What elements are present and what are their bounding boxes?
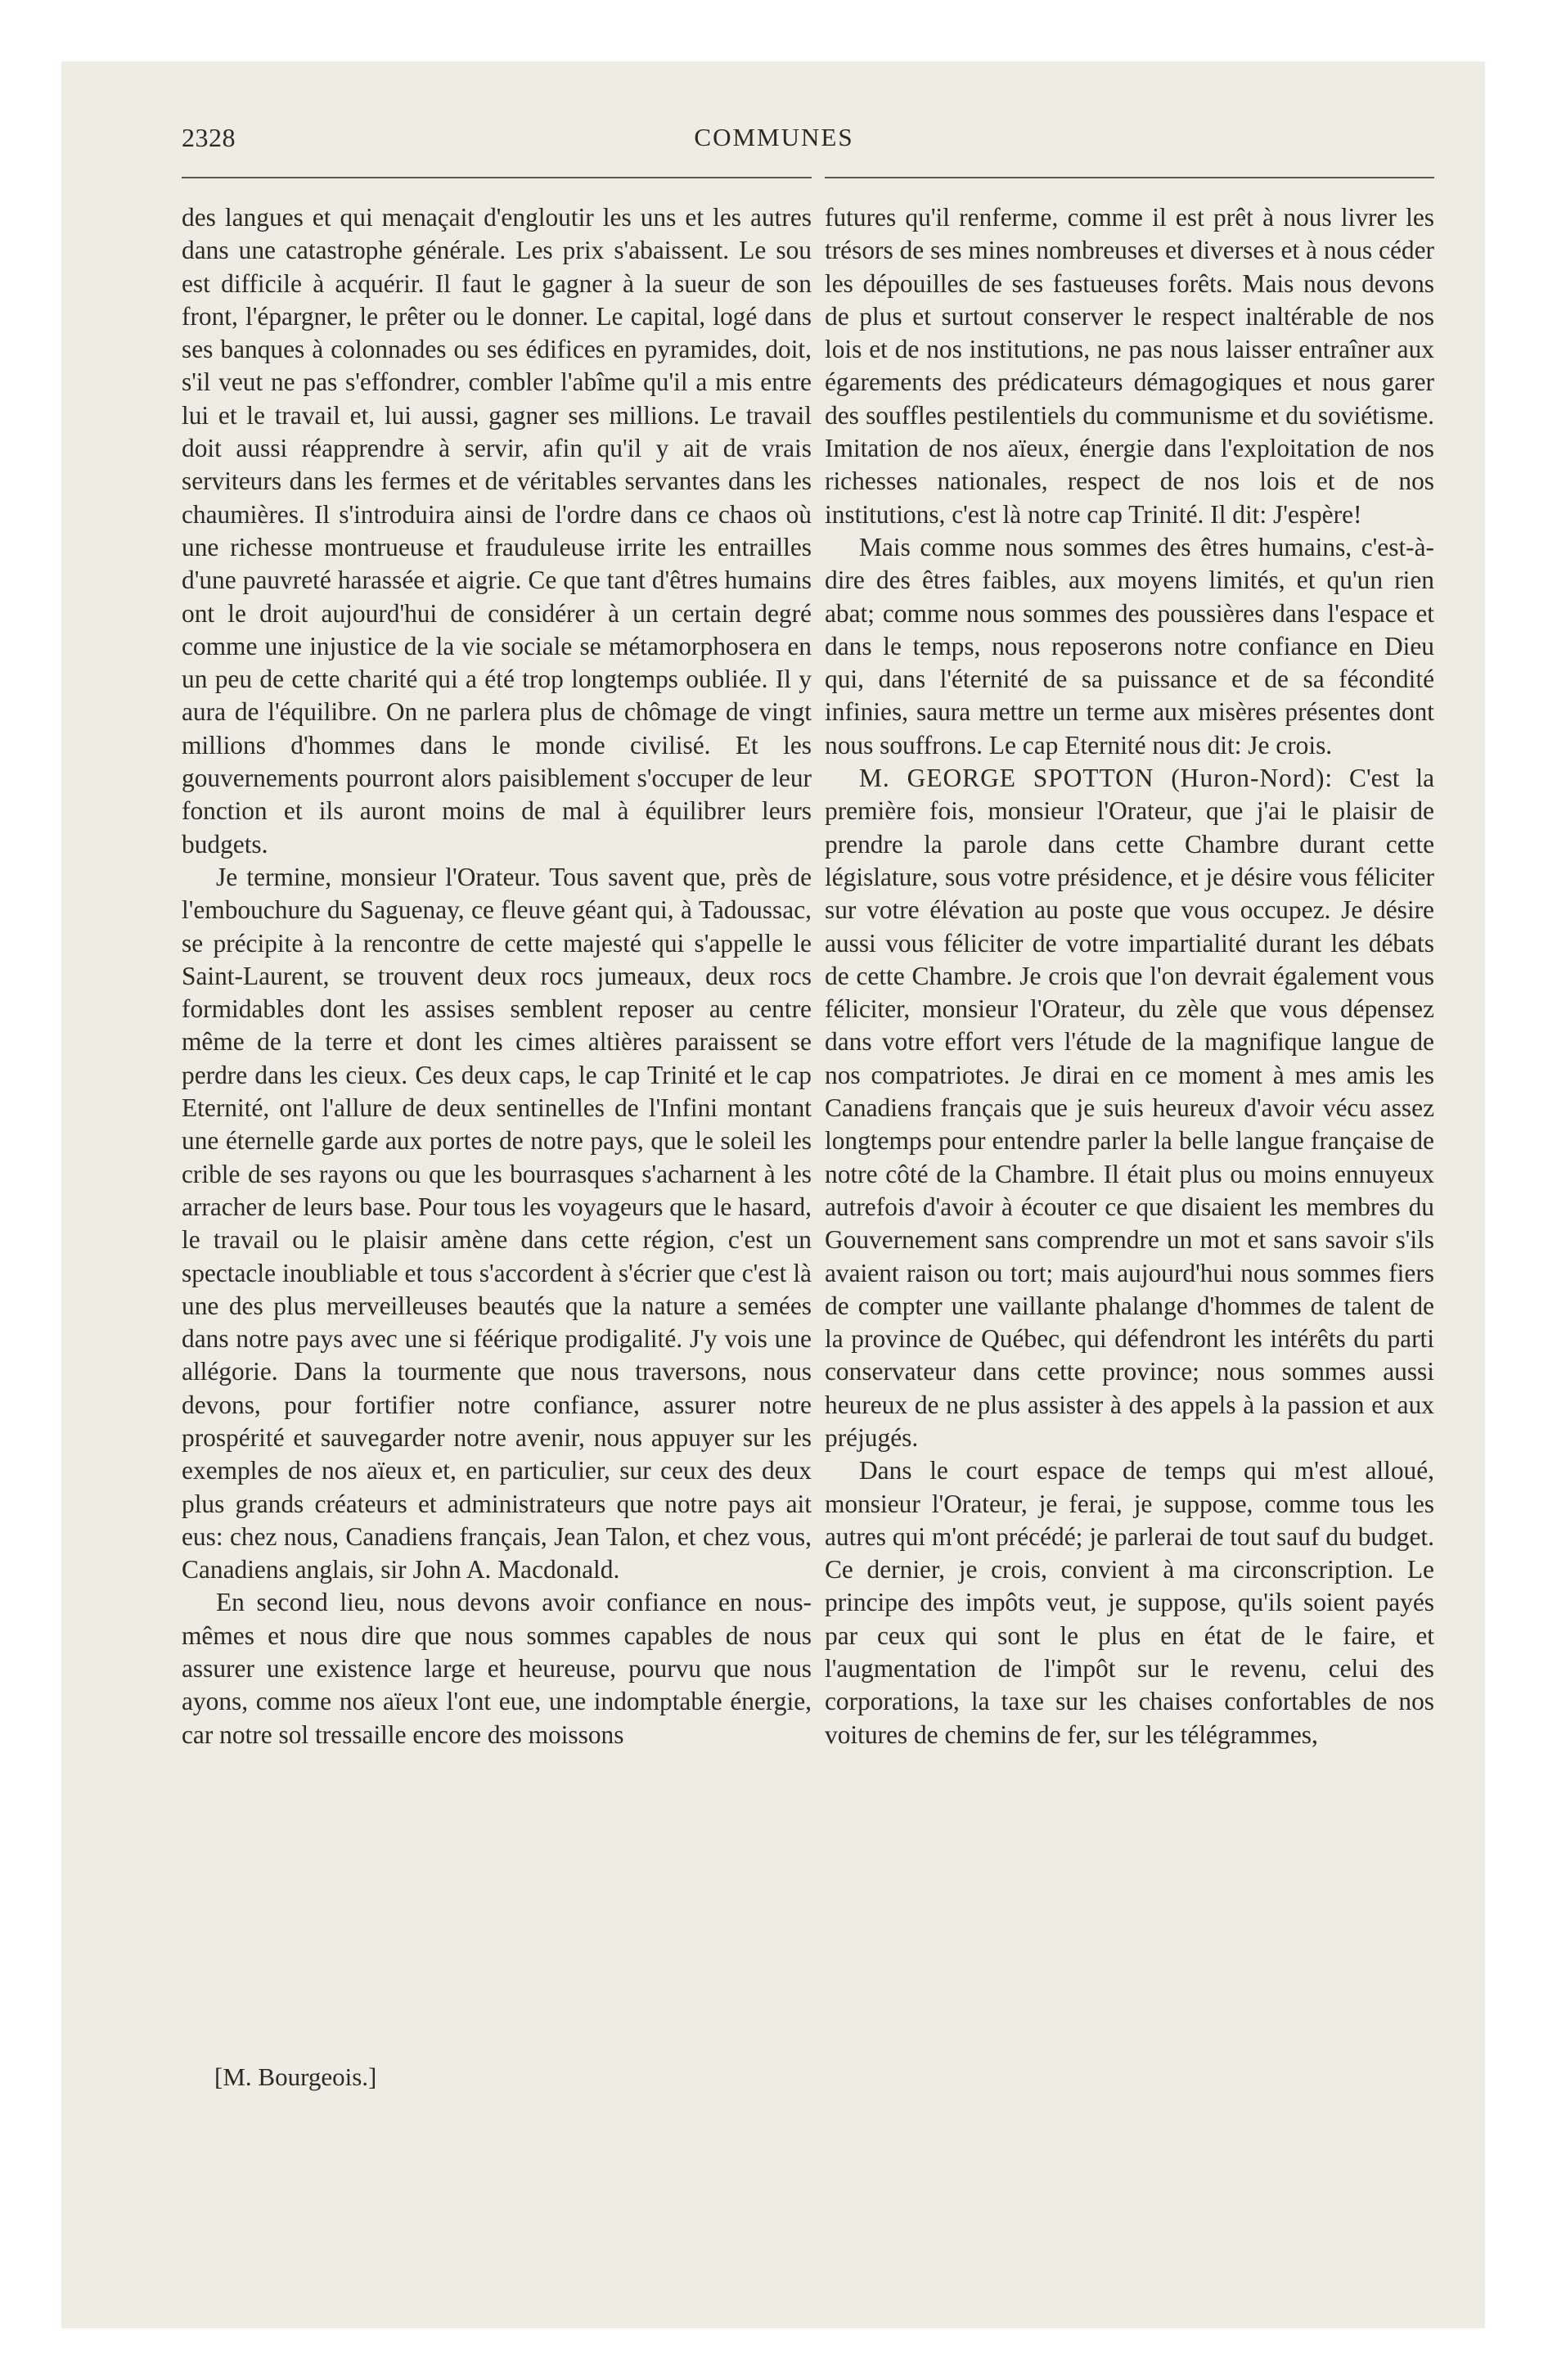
footer-speaker-reference: [M. Bourgeois.] [214,2062,377,2091]
left-paragraph-3: En second lieu, nous devons avoir confiance en nous-mêmes et nous dire que nous sommes capables de nous assurer une existence large et heureuse, pourvu que nous ayons, comme nos aïeux l'ont eue, une indomptable énergie, car notre sol tressaille encore des moissons [182,1588,812,1749]
left-paragraph-2: Je termine, monsieur l'Orateur. Tous savent que, près de l'embouchure du Saguenay, ce fleuve géant qui, à Tadoussac, se précipite à la rencontre de cette majesté qui s'appelle le Saint-Laurent, se trouvent deux rocs jumeaux, deux rocs formidables dont les assises semblent reposer au centre même de la terre et dont les cimes altières paraissent se perdre dans les cieux. Ces deux caps, le cap Trinité et le cap Eternité, ont l'allure de deux sentinelles de l'Infini montant une éternelle garde aux portes de notre pays, que le soleil les crible de ses rayons ou que les bourrasques s'acharnent à les arracher de leurs base. Pour tous les voyageurs que le hasard, le travail ou le plaisir amène dans cette région, c'est un spectacle inoubliable et tous s'accordent à s'écrier que c'est là une des plus merveilleuses beautés que la nature a semées dans notre pays avec une si féérique prodigalité. J'y vois une allégorie. Dans la tourmente que nous traversons, nous devons, pour fortifier notre confiance, assurer notre prospérité et sauvegarder notre avenir, nous appuyer sur les exemples de nos aïeux et, en particulier, sur ceux des deux plus grands créateurs et administrateurs que notre pays ait eus: chez nous, Canadiens français, Jean Talon, et chez vous, Canadiens anglais, sir John A. Macdonald. [182,862,812,1584]
header-rule-left [182,177,812,178]
left-column [182,201,812,1751]
right-paragraph-3 [825,762,1434,1454]
right-column [825,201,1434,1751]
running-title: COMMUNES [694,123,854,151]
speaker-name: M. GEORGE SPOTTON (Huron-Nord): [859,764,1334,793]
right-paragraph-2: Mais comme nous sommes des êtres humains, c'est-à-dire des êtres faibles, aux moyens limités, et qu'un rien abat; comme nous sommes des poussières dans l'espace et dans le temps, nous reposerons notre confiance en Dieu qui, dans l'éternité de sa puissance et de sa fécondité infinies, saura mettre un terme aux misères présentes dont nous souffrons. Le cap Eternité nous dit: Je crois. [825,532,1434,760]
right-paragraph-1: futures qu'il renferme, comme il est prêt à nous livrer les trésors de ses mines nombreuses et diverses et à nous céder les dépouilles de ses fastueuses forêts. Mais nous devons de plus et surtout conserver le respect inaltérable de nos lois et de nos institutions, ne pas nous laisser entraîner aux égarements des prédicateurs démagogiques et nous garer des souffles pestilentiels du communisme et du soviétisme. Imitation de nos aïeux, énergie dans l'exploitation de nos richesses nationales, respect de nos lois et de nos institutions, c'est là notre cap Trinité. Il dit: J'espère! [825,203,1434,529]
page-number: 2328 [182,123,236,152]
speech-opening: C'est la première fois, monsieur l'Orateur, que j'ai le plaisir de prendre la parole dans cette Chambre durant cette législature, sous votre présidence, et je désire vous féliciter sur votre élévation au poste que vous occupez. Je désire aussi vous féliciter de votre impartialité durant les débats de cette Chambre. Je crois que l'on devrait également vous féliciter, monsieur l'Orateur, du zèle que vous dépensez dans votre effort vers l'étude de la magnifique langue de nos compatriotes. Je dirai en ce moment à mes amis les Canadiens français que je suis heureux d'avoir vécu assez longtemps pour entendre parler la belle langue française de notre côté de la Chambre. Il était plus ou moins ennuyeux autrefois d'avoir à écouter ce que disaient les membres du Gouvernement sans comprendre un mot et sans savoir s'ils avaient raison ou tort; mais aujourd'hui nous sommes fiers de compter une vaillante phalange d'hommes de talent de la province de Québec, qui défendront les intérêts du parti conservateur dans cette province; nous sommes aussi heureux de ne plus assister à des appels à la passion et aux préjugés. [825,764,1435,1452]
left-paragraph-1: des langues et qui menaçait d'engloutir les uns et les autres dans une catastrophe générale. Les prix s'abaissent. Le sou est difficile à acquérir. Il faut le gagner à la sueur de son front, l'épargner, le prêter ou le donner. Le capital, logé dans ses banques à colonnades ou ses édifices en pyramides, doit, s'il veut ne pas s'effondrer, combler l'abîme qu'il a mis entre lui et le travail et, lui aussi, gagner ses millions. Le travail doit aussi réapprendre à servir, afin qu'il y ait de vrais serviteurs dans les fermes et de véritables servantes dans les chaumières. Il s'introduira ainsi de l'ordre dans ce chaos où une richesse montrueuse et frauduleuse irrite les entrailles d'une pauvreté harassée et aigrie. Ce que tant d'êtres humains ont le droit aujourd'hui de considérer à un certain degré comme une injustice de la vie sociale se métamorphosera en un peu de cette charité qui a été trop longtemps oubliée. Il y aura de l'équilibre. On ne parlera plus de chômage de vingt millions d'hommes dans le monde civilisé. Et les gouvernements pourront alors paisiblement s'occuper de leur fonction et ils auront moins de mal à équilibrer leurs budgets. [182,203,812,859]
header-rule-right [825,177,1434,178]
right-paragraph-4: Dans le court espace de temps qui m'est alloué, monsieur l'Orateur, je ferai, je suppose, comme tous les autres qui m'ont précédé; je parlerai de tout sauf du budget. Ce dernier, je crois, convient à ma circonscription. Le principe des impôts veut, je suppose, qu'ils soient payés par ceux qui sont le plus en état de le faire, et l'augmentation de l'impôt sur le revenu, celui des corporations, la taxe sur les chaises confortables de nos voitures de chemins de fer, sur les télégrammes, [825,1456,1434,1749]
